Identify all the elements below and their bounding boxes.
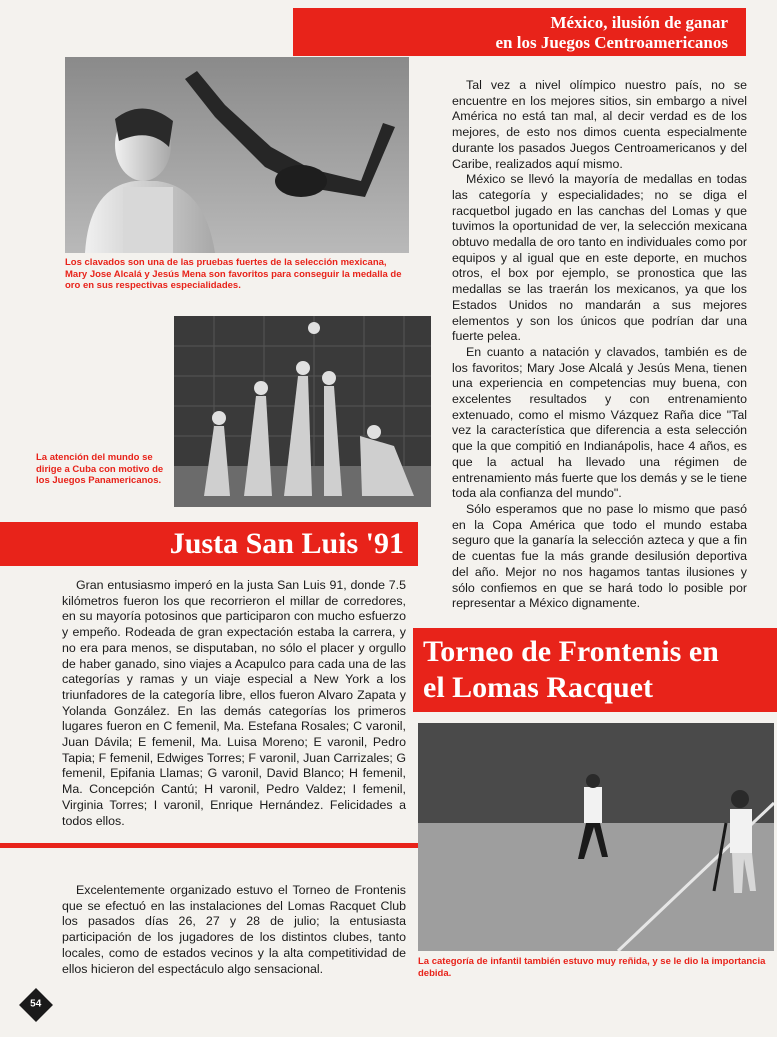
frontenis-photo-caption: La categoría de infantil también estuvo muy reñida, y se le dio la importancia debida. — [418, 956, 766, 979]
frontenis-court-image — [418, 723, 774, 951]
justa-heading-banner — [0, 522, 418, 566]
frontenis-photo — [418, 723, 774, 951]
section-divider — [0, 843, 418, 848]
mexico-paragraph: México se llevó la mayoría de medallas en todas las categoría y especialidades; no se diga el racquetbol jugado en las canchas del Lomas y que tuvimos la oportunidad de ver, la selección mexicana obtuvo medalla de oro tanto en individuales como por equipos y al igual que en este deporte, en muchos otros, el box por ejemplo, se pronostica que las medallas se las traerán los mexicanos, ya que los Estados Unidos no mandarán a sus mejores elementos y son los únicos que podrían dar una fuerte pelea. — [452, 172, 747, 344]
torneo-paragraph: Excelentemente organizado estuvo el Torneo de Frontenis que se efectuó en las instalaciones del Lomas Racquet Club los pasados días 26, 27 y 28 de julio; la entusiasta participación de los jugadores de los distintos clubes, tanto locales, como de estados vecinos y la alta competitividad de ellos hicieron del espectáculo algo sensacional. — [62, 883, 406, 976]
cuba-photo-caption: La atención del mundo se dirige a Cuba con motivo de los Juegos Panamericanos. — [36, 452, 164, 486]
torneo-article-body — [62, 883, 406, 977]
diving-photo-image — [65, 57, 409, 253]
torneo-heading-banner — [413, 628, 777, 712]
mexico-article-body — [452, 78, 747, 612]
mexico-paragraph: Tal vez a nivel olímpico nuestro país, no se encuentre en los mejores sitios, sin embargo a nivel América no está tan mal, al decir verdad es de los mejores, de esto nos dimos cuenta especialmente durante los pasados Juegos Centroamericanos y del Caribe, realizados aquí mismo. — [452, 78, 747, 171]
mexico-heading-line1: México, ilusión de ganar — [550, 13, 728, 32]
page-number: 54 — [30, 999, 42, 1010]
torneo-heading-line2: el Lomas Racquet — [423, 671, 653, 704]
mexico-paragraph: En cuanto a natación y clavados, también es de los favoritos; Mary Jose Alcalá y Jesús Mena, tienen una experiencia en competencias muy buena, con excelentes resultados y con entrenamiento extenuado, como el mismo Vázquez Raña dice "Tal vez la característica que diferencia a esta selección que la que compitió en Indianápolis, hace 4 años, es que la actual ha llevado una régimen de entrenamiento más fuerte que los demás y se le tiene toda ala confianza del mundo". — [452, 344, 747, 501]
torneo-heading-line1: Torneo de Frontenis en — [423, 635, 719, 668]
mexico-heading-line2: en los Juegos Centroamericanos — [495, 33, 728, 52]
justa-paragraph: Gran entusiasmo imperó en la justa San Luis 91, donde 7.5 kilómetros fueron los que recorrieron el millar de corredores, en su mayoría potosinos que participaron con mucho esfuerzo y empeño. Rodeada de gran expectación estaba la carrera, y no era para menos, se disputaban, no sólo el placer y orgullo de haber ganado, sino viajes a Acapulco para cada una de las categorías y ramas y un viaje especial a New York a los triunfadores de la categoría libre, ellos fueron Alvaro Zapata y Yolanda González. En las demás categorías los primeros lugares fueron en C femenil, Ma. Estefana Rosales; C varonil, Juan Dávila; E femenil, Ma. Luisa Moreno; E varonil, Pedro Tapia; F femenil, Edwiges Torres; F varonil, Juan Carrizales; G femenil, Epifania Llamas; G varonil, David Blanco; H femenil, Ma. Concepción Cantú; H varonil, Pedro Valdez; I femenil, Virginia Torres; I varonil, Enrique Hernández. Felicidades a todos ellos. — [62, 578, 406, 828]
cuba-gymnasts-image — [174, 316, 431, 507]
mexico-paragraph: Sólo esperamos que no pase lo mismo que pasó en la Copa América que todo el mundo estaba seguro que la ganaría la selección azteca y que a fin de cuentas fue la más grande desilusión deportiva del año. Mejor no nos hagamos tantas ilusiones y sólo confiemos en que se hará todo lo posible por representar a México dignamente. — [452, 501, 747, 611]
justa-article-body — [62, 578, 406, 829]
cuba-gymnasts-photo — [174, 316, 431, 507]
page-number-badge — [19, 988, 53, 1022]
diving-photo — [65, 57, 409, 253]
diving-photo-caption: Los clavados son una de las pruebas fuertes de la selección mexicana, Mary Jose Alcalá y Jesús Mena son favoritos para conseguir la medalla de oro en sus respectivas especialidades. — [65, 257, 402, 291]
mexico-heading-banner — [293, 8, 746, 56]
justa-heading: Justa San Luis '91 — [169, 527, 404, 560]
